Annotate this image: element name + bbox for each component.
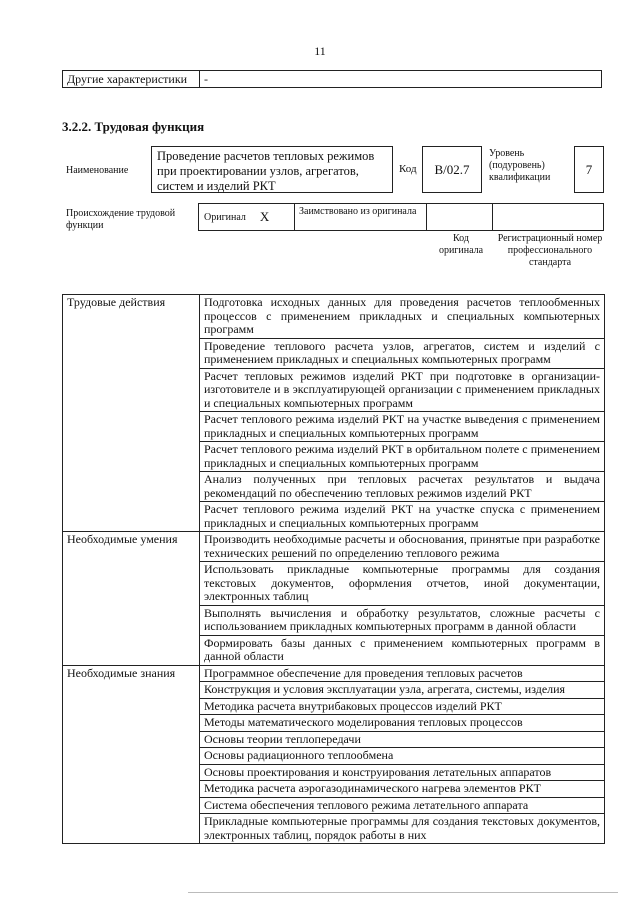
labor-actions-item: Расчет теплового режима изделий РКТ в орбитальном полете с применением прикладных и специальных компьютерных программ (200, 442, 605, 472)
origin-borrowed-cell: Заимствовано из оригинала (295, 204, 427, 230)
qualification-level: 7 (574, 146, 604, 193)
required-knowledge-item: Конструкция и условия эксплуатации узла, агрегата, системы, изделия (200, 682, 605, 699)
other-characteristics-table (62, 70, 602, 88)
required-knowledge-item: Методика расчета внутрибаковых процессов изделий РКТ (200, 698, 605, 715)
required-knowledge-item: Методика расчета аэрогазодинамического нагрева элементов РКТ (200, 781, 605, 798)
labor-actions-item: Расчет теплового режима изделий РКТ на участке выведения с применением прикладных и специальных компьютерных программ (200, 412, 605, 442)
origin-reg-cell (493, 204, 603, 230)
required-knowledge-label: Необходимые знания (63, 665, 200, 844)
labor-actions-item: Подготовка исходных данных для проведения расчетов теплообменных процессов с применением прикладных и специальных компьютерных программ (200, 295, 605, 339)
required-knowledge-item: Методы математического моделирования тепловых процессов (200, 715, 605, 732)
origin-label: Происхождение трудовой функции (66, 208, 176, 231)
required-knowledge-item: Основы теории теплопередачи (200, 731, 605, 748)
page-number: 11 (314, 44, 326, 58)
required-skills-item: Использовать прикладные компьютерные программы для создания текстовых документов, оформления отчетов, иной документации, электронных таблиц (200, 562, 605, 606)
required-knowledge-item: Основы радиационного теплообмена (200, 748, 605, 765)
table-row (63, 665, 605, 682)
origin-code-caption: Код оригинала (438, 233, 484, 256)
required-skills-item: Производить необходимые расчеты и обоснования, принятые при разработке технических решений по определению теплового режима (200, 532, 605, 562)
table-row (63, 295, 605, 339)
required-knowledge-item: Прикладные компьютерные программы для создания текстовых документов, электронных таблиц, порядок работы в них (200, 814, 605, 844)
table-row (63, 532, 605, 562)
labor-function-table (62, 294, 605, 844)
labor-actions-item: Расчет теплового режима изделий РКТ на участке спуска с применением прикладных и специальных компьютерных программ (200, 502, 605, 532)
page-bottom-divider (188, 892, 618, 893)
other-characteristics-label: Другие характеристики (63, 71, 200, 88)
qualification-level-label: Уровень (подуровень) квалификации (489, 148, 551, 183)
function-code: B/02.7 (422, 146, 482, 193)
section-title: 3.2.2. Трудовая функция (62, 119, 205, 134)
origin-original-cell (199, 204, 295, 230)
labor-actions-item: Проведение теплового расчета узлов, агрегатов, систем и изделий с применением прикладных и специальных компьютерных программ (200, 338, 605, 368)
required-skills-label: Необходимые умения (63, 532, 200, 666)
required-skills-item: Выполнять вычисления и обработку результатов, сложные расчеты с использованием прикладных компьютерных программ в данной области (200, 605, 605, 635)
origin-original-label: Оригинал (204, 211, 246, 223)
function-name-label: Наименование (66, 165, 129, 176)
labor-actions-label: Трудовые действия (63, 295, 200, 532)
required-knowledge-item: Система обеспечения теплового режима летательного аппарата (200, 797, 605, 814)
function-code-label: Код (399, 163, 417, 175)
other-characteristics-value: - (200, 71, 602, 88)
labor-actions-item: Расчет тепловых режимов изделий РКТ при подготовке в организации-изготовителе и в эксплуатирующей организации с применением прикладных и специальных компьютерных программ (200, 368, 605, 412)
required-knowledge-item: Основы проектирования и конструирования летательных аппаратов (200, 764, 605, 781)
origin-code-cell (427, 204, 493, 230)
origin-row (198, 203, 604, 231)
required-skills-item: Формировать базы данных с применением компьютерных программ в данной области (200, 635, 605, 665)
function-name: Проведение расчетов тепловых режимов при проектировании узлов, агрегатов, систем и изделий РКТ (151, 146, 393, 193)
required-knowledge-item: Программное обеспечение для проведения тепловых расчетов (200, 665, 605, 682)
labor-actions-item: Анализ полученных при тепловых расчетах результатов и выдача рекомендаций по обеспечению тепловых режимов изделий РКТ (200, 472, 605, 502)
origin-original-mark: X (259, 209, 270, 224)
origin-reg-caption: Регистрационный номер профессионального стандарта (497, 233, 603, 268)
